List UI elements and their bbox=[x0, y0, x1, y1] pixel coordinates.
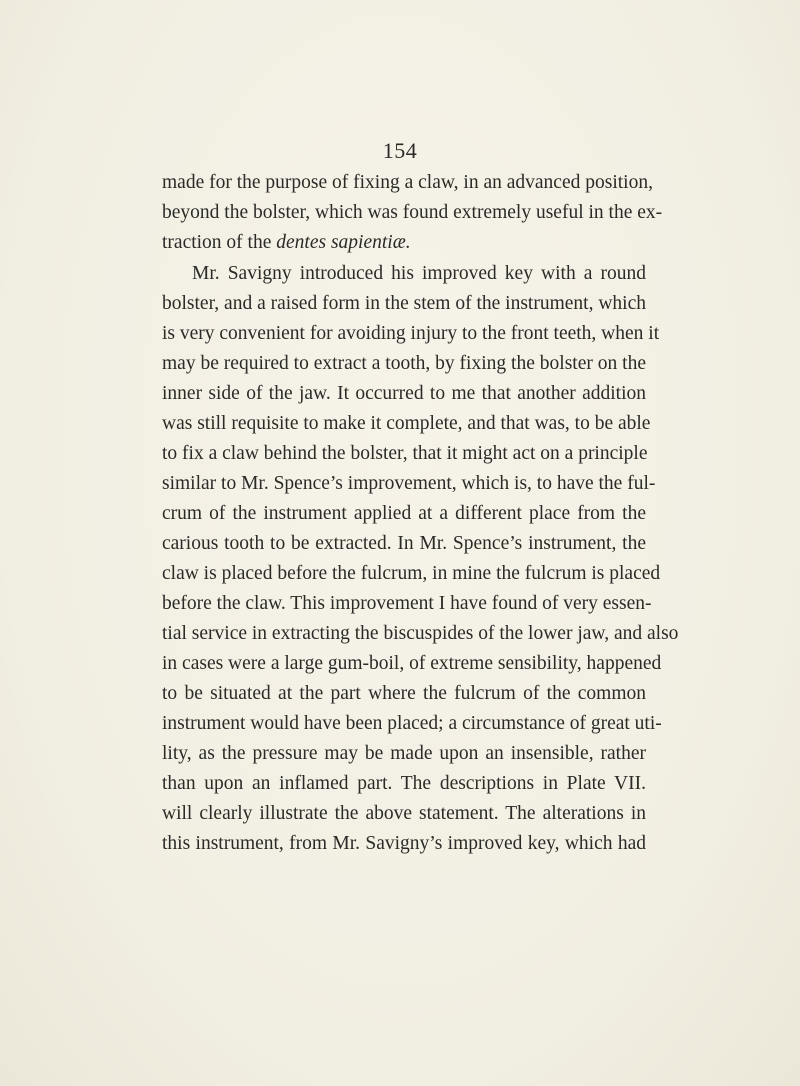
text-line bbox=[162, 228, 646, 258]
text-line: to fix a claw behind the bolster, that it might act on a principle bbox=[162, 443, 648, 464]
text-line: before the claw. This improvement I have found of very essen- bbox=[162, 593, 652, 614]
text-line: to be situated at the part where the fulcrum of the common bbox=[162, 683, 646, 704]
page-number: 154 bbox=[382, 138, 418, 163]
text-line: than upon an inflamed part. The descriptions in Plate VII. bbox=[162, 773, 646, 794]
paragraph-1 bbox=[162, 168, 663, 258]
text-line: carious tooth to be extracted. In Mr. Spence’s instrument, the bbox=[162, 533, 646, 554]
text-line: made for the purpose of fixing a claw, in an advanced position, bbox=[162, 172, 653, 193]
text-run: traction of the bbox=[162, 232, 277, 253]
paragraph-2 bbox=[162, 259, 679, 859]
text-line: Mr. Savigny introduced his improved key with a round bbox=[192, 263, 646, 284]
text-line: instrument would have been placed; a circumstance of great uti- bbox=[162, 713, 662, 734]
text-line: similar to Mr. Spence’s improvement, which is, to have the ful- bbox=[162, 473, 656, 494]
italic-term: dentes sapientiæ. bbox=[276, 232, 411, 253]
text-line: crum of the instrument applied at a different place from the bbox=[162, 503, 646, 524]
text-line: in cases were a large gum-boil, of extreme sensibility, happened bbox=[162, 653, 662, 674]
text-line: is very convenient for avoiding injury to the front teeth, when it bbox=[162, 323, 660, 344]
text-line: this instrument, from Mr. Savigny’s improved key, which had bbox=[162, 833, 646, 854]
text-line: beyond the bolster, which was found extremely useful in the ex- bbox=[162, 202, 663, 223]
text-line: will clearly illustrate the above statement. The alterations in bbox=[162, 803, 646, 824]
text-line: bolster, and a raised form in the stem of the instrument, which bbox=[162, 293, 646, 314]
text-line: tial service in extracting the biscuspides of the lower jaw, and also bbox=[162, 623, 679, 644]
text-line: inner side of the jaw. It occurred to me that another addition bbox=[162, 383, 646, 404]
text-line: was still requisite to make it complete, and that was, to be able bbox=[162, 413, 651, 434]
text-line: lity, as the pressure may be made upon an insensible, rather bbox=[162, 743, 646, 764]
text-line: claw is placed before the fulcrum, in mine the fulcrum is placed bbox=[162, 563, 661, 584]
text-line: may be required to extract a tooth, by fixing the bolster on the bbox=[162, 353, 646, 374]
